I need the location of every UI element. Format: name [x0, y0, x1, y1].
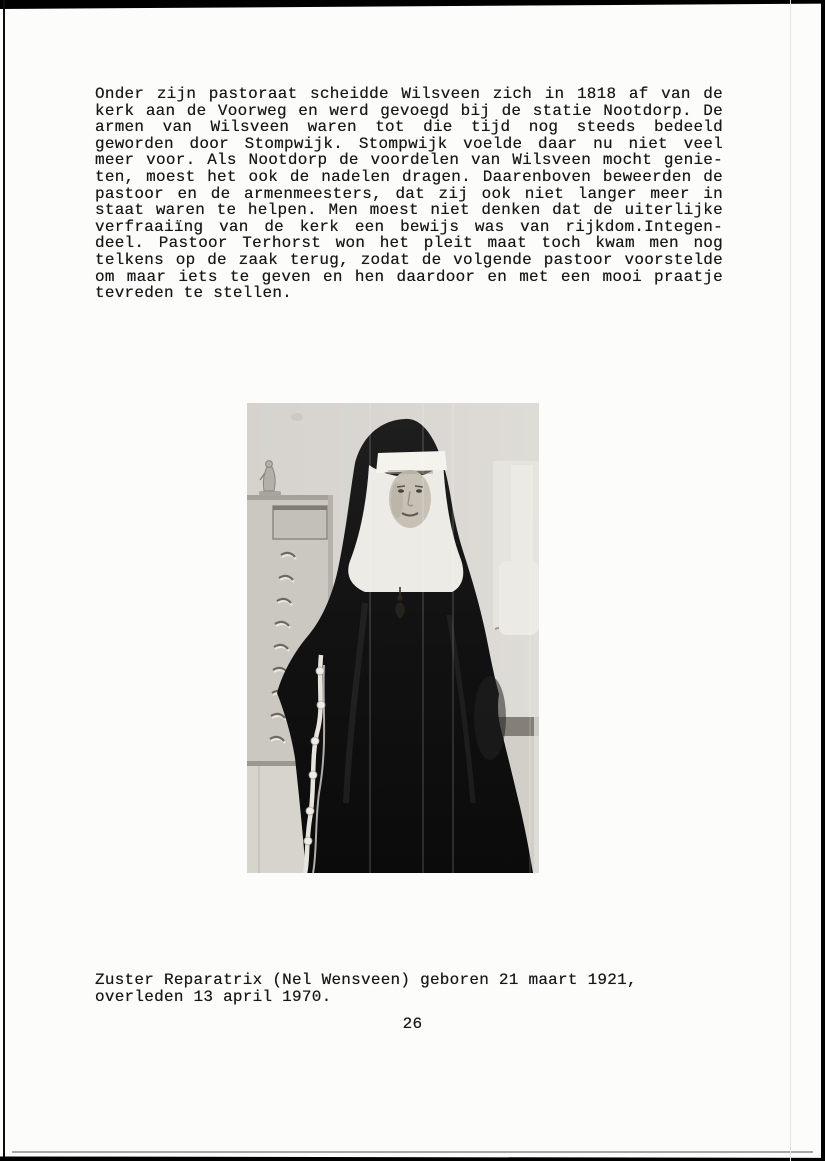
caption-line: overleden 13 april 1970. [95, 988, 332, 1006]
text-line: geworden door Stompwijk. Stompwijk voelde daar nu niet veel [95, 134, 723, 153]
photo-image [247, 403, 539, 873]
text-line: armen van Wilsveen waren tot die tijd nog steeds bedeeld [95, 118, 723, 137]
text-line: tevreden te stellen. [95, 284, 293, 303]
text-line: Onder zijn pastoraat scheidde Wilsveen zich in 1818 af van de [95, 85, 723, 103]
text-line: meer voor. Als Nootdorp de voordelen van Wilsveen mocht genie- [95, 151, 723, 170]
text-line: deel. Pastoor Terhorst won het pleit maat toch kwam men nog [95, 234, 723, 253]
scan-artifact-line [790, 0, 791, 1161]
drawer-panel [273, 506, 327, 539]
photo-caption [95, 972, 723, 1006]
photo-nun-portrait [247, 403, 539, 873]
text-line: pastoor en de armenmeesters, dat zij ook niet langer meer in [95, 184, 723, 203]
text-line: verfraaiïng van de kerk een bewijs was van rijkdom.Integen- [95, 217, 723, 236]
text-line: ten, moest het ook de nadelen dragen. Daarenboven beweerden de [95, 167, 723, 186]
text-line: kerk aan de Voorweg en werd gevoegd bij de statie Nootdorp. De [95, 101, 723, 120]
scan-edge-bottom [0, 1154, 825, 1161]
scan-edge-right [821, 0, 825, 1161]
scan-edge-top [0, 0, 825, 9]
caption-line: Zuster Reparatrix (Nel Wensveen) geboren 21 maart 1921, [95, 971, 637, 989]
text-line: om maar iets te geven en hen daardoor en met een mooi praatje [95, 267, 723, 286]
scan-edge-left [3, 0, 5, 1161]
page-number: 26 [402, 1015, 423, 1033]
text-line: telkens op de zaak terug, zodat de volgende pastoor voorstelde [95, 250, 723, 269]
body-paragraph [95, 86, 723, 302]
scan-edge-bottom-shadow [12, 1151, 813, 1153]
coif-band [376, 451, 447, 473]
white-cushion [499, 561, 539, 635]
scan-smudge [291, 413, 303, 421]
text-line: staat waren te helpen. Men moest niet denken dat de uiterlijke [95, 201, 723, 220]
